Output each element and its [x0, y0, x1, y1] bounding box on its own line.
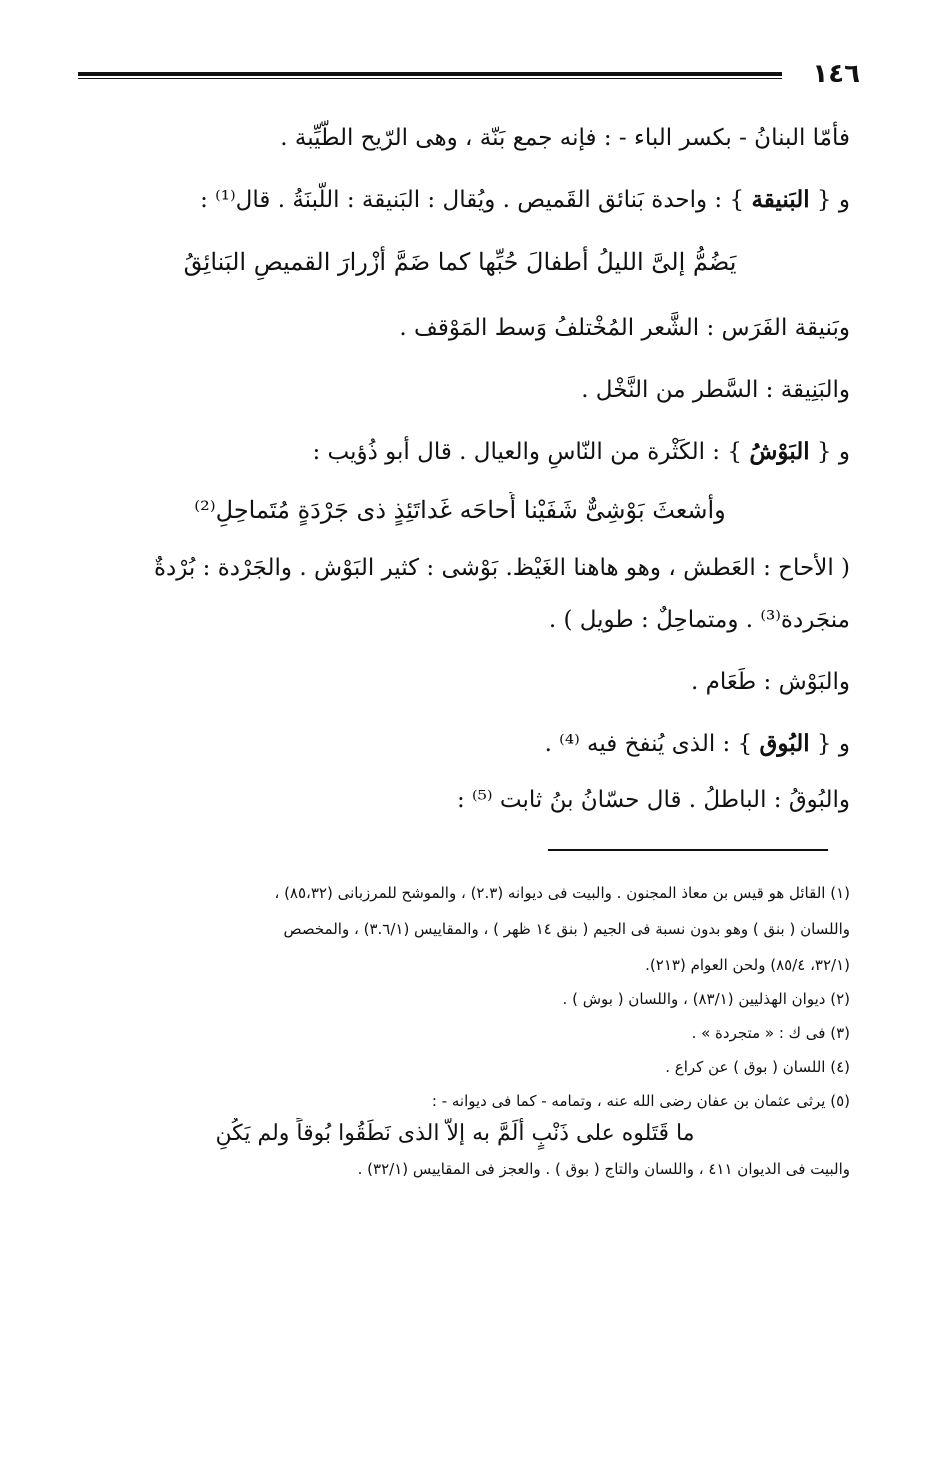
text-line: والبَوْش : طَعَام . [690, 669, 850, 695]
entry-prefix: و { [809, 439, 850, 465]
footnote-line: (١) القائل هو قيس بن معاذ المجنون . والبيت فى ديوانه (٢.٣) ، والموشح للمرزبانى (٨٥،٣٢) ، [274, 884, 850, 902]
text-line: منجَردة⁽³⁾ . ومتماحِلٌ : طويل ) . [548, 607, 850, 633]
entry-headword: البَوْشُ [749, 438, 810, 465]
entry-definition: } : الذى يُنفخ فيه ⁽⁴⁾ . [544, 731, 760, 757]
footnote-line: (٣٢/١، ٨٥/٤) ولحن العوام (٢١٣). [645, 956, 850, 974]
footnote-line: واللسان ( بنق ) وهو بدون نسبة فى الجيم ( بنق ١٤ ظهر ) ، والمقاييس (٣.٦/١) ، والمخصص [283, 920, 850, 938]
text-line [70, 726, 850, 762]
entry-prefix: و { [809, 187, 850, 213]
header-rule [78, 72, 782, 79]
text-line [70, 182, 850, 218]
footnote-separator [548, 849, 828, 851]
footnote-verse: ما قَتَلوه على ذَنْبٍ ألَمَّ به إلاَّ الذى نَطَقُوا بُوقاً ولم يَكُنِ [215, 1121, 695, 1146]
text-line: والبَنِيقة : السَّطر من النَّخْل . [581, 377, 850, 403]
footnote-line: (٤) اللسان ( بوق ) عن كراع . [665, 1058, 850, 1076]
entry-headword: البَنيقة [751, 186, 810, 213]
page-number: ١٤٦ [812, 59, 860, 89]
footnote-line: (٣) فى ك : « متجردة » . [691, 1024, 850, 1042]
entry-definition: } : واحدة بَنائق القَميص . ويُقال : البَنيقة : اللَّبنَةُ . قال⁽¹⁾ : [200, 187, 752, 213]
text-line: والبُوقُ : الباطلُ . قال حسّانُ بنُ ثابت ⁽⁵⁾ : [456, 787, 850, 813]
text-line [70, 434, 850, 470]
entry-definition: } : الكَثْرة من النّاسِ والعيال . قال أبو ذُؤيب : [312, 439, 750, 465]
verse-line: يَضُمُّ إلىَّ الليلُ أطفالَ حُبِّها كما ضَمَّ أزْرارَ القميصِ البَنائِقُ [183, 248, 737, 276]
text-line: ( الأحاح : العَطش ، وهو هاهنا الغَيْظ. بَوْشى : كثير البَوْش . والجَرْدة : بُرْدةٌ [153, 555, 850, 581]
entry-headword: البُوق [759, 730, 810, 757]
text-line: وبَنيقة الفَرَس : الشَّعر المُخْتلفُ وَسط المَوْقف . [399, 315, 850, 341]
verse-line: وأشعثَ بَوْشِىٌّ شَفَيْنا أُحاحَه غَداتَئِذٍ ذى جَرْدَةٍ مُتَماحِلِ⁽²⁾ [194, 496, 726, 524]
footnote-line: (٥) يرثى عثمان بن عفان رضى الله عنه ، وتمامه - كما فى ديوانه - : [431, 1092, 850, 1110]
entry-prefix: و { [809, 731, 850, 757]
page-header [70, 54, 860, 94]
footnote-line: (٢) ديوان الهذليين (٨٣/١) ، واللسان ( بوش ) . [562, 990, 850, 1008]
text-line: فأمّا البنانُ - بكسر الباء - : فإنه جمع بَنّة ، وهى الرّيح الطّيِّبة . [280, 125, 850, 151]
footnote-line: والبيت فى الديوان ٤١١ ، واللسان والتاج ( بوق ) . والعجز فى المقاييس (٣٢/١) . [357, 1160, 850, 1178]
